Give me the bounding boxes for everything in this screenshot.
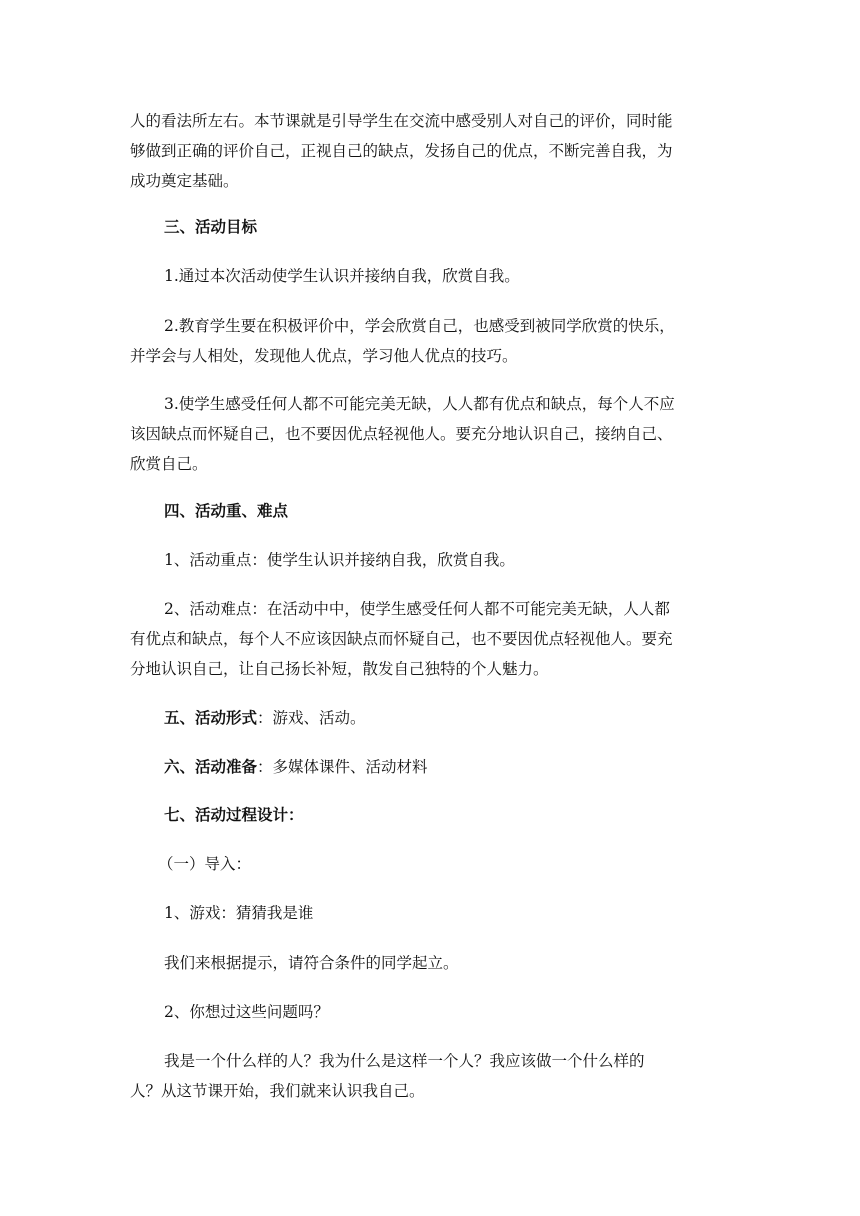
reflection-paragraph bbox=[130, 1046, 732, 1106]
section-3-heading: 三、活动目标 bbox=[164, 217, 258, 236]
text-line: 欣赏自己。 bbox=[130, 455, 208, 473]
section-7-heading: 七、活动过程设计： bbox=[164, 805, 304, 824]
goal-2 bbox=[130, 311, 732, 371]
section-6 bbox=[164, 752, 732, 782]
text-line: 人的看法所左右。本节课就是引导学生在交流中感受别人对自己的评价，同时能 bbox=[130, 112, 673, 130]
intro-paragraph bbox=[130, 106, 732, 196]
text-line: 3.使学生感受任何人都不可能完美无缺，人人都有优点和缺点，每个人不应 bbox=[164, 395, 675, 413]
section-5-label: 五、活动形式 bbox=[164, 708, 258, 727]
text-line: 成功奠定基础。 bbox=[130, 172, 239, 190]
section-6-label: 六、活动准备 bbox=[164, 757, 258, 776]
section-6-text: ：多媒体课件、活动材料 bbox=[257, 758, 428, 776]
game-description: 我们来根据提示，请符合条件的同学起立。 bbox=[164, 954, 459, 972]
question-item: 2、你想过这些问题吗？ bbox=[164, 1003, 329, 1021]
subsection-intro: （一）导入： bbox=[158, 855, 252, 873]
game-item: 1、游戏：猜猜我是谁 bbox=[164, 904, 314, 922]
text-line: 分地认识自己，让自己扬长补短，散发自己独特的个人魅力。 bbox=[130, 660, 549, 678]
section-4-heading: 四、活动重、难点 bbox=[164, 501, 289, 520]
text-line: 2、活动难点：在活动中中，使学生感受任何人都不可能完美无缺，人人都 bbox=[164, 600, 670, 618]
section-5-text: ：游戏、活动。 bbox=[257, 709, 366, 727]
text-line: 有优点和缺点，每个人不应该因缺点而怀疑自己，也不要因优点轻视他人。要充 bbox=[130, 630, 673, 648]
key-point: 1、活动重点：使学生认识并接纳自我，欣赏自我。 bbox=[164, 551, 515, 569]
goal-1: 1.通过本次活动使学生认识并接纳自我，欣赏自我。 bbox=[164, 267, 520, 285]
text-line: 并学会与人相处，发现他人优点，学习他人优点的技巧。 bbox=[130, 347, 518, 365]
goal-3 bbox=[130, 389, 732, 479]
text-line: 人？从这节课开始，我们就来认识我自己。 bbox=[130, 1082, 425, 1100]
section-5 bbox=[164, 703, 732, 733]
text-line: 我是一个什么样的人？我为什么是这样一个人？我应该做一个什么样的 bbox=[164, 1052, 645, 1070]
difficulty-point bbox=[130, 594, 732, 684]
text-line: 该因缺点而怀疑自己，也不要因优点轻视他人。要充分地认识自己，接纳自己、 bbox=[130, 425, 673, 443]
text-line: 2.教育学生要在积极评价中，学会欣赏自己，也感受到被同学欣赏的快乐， bbox=[164, 317, 675, 335]
text-line: 够做到正确的评价自己，正视自己的缺点，发扬自己的优点，不断完善自我，为 bbox=[130, 142, 673, 160]
